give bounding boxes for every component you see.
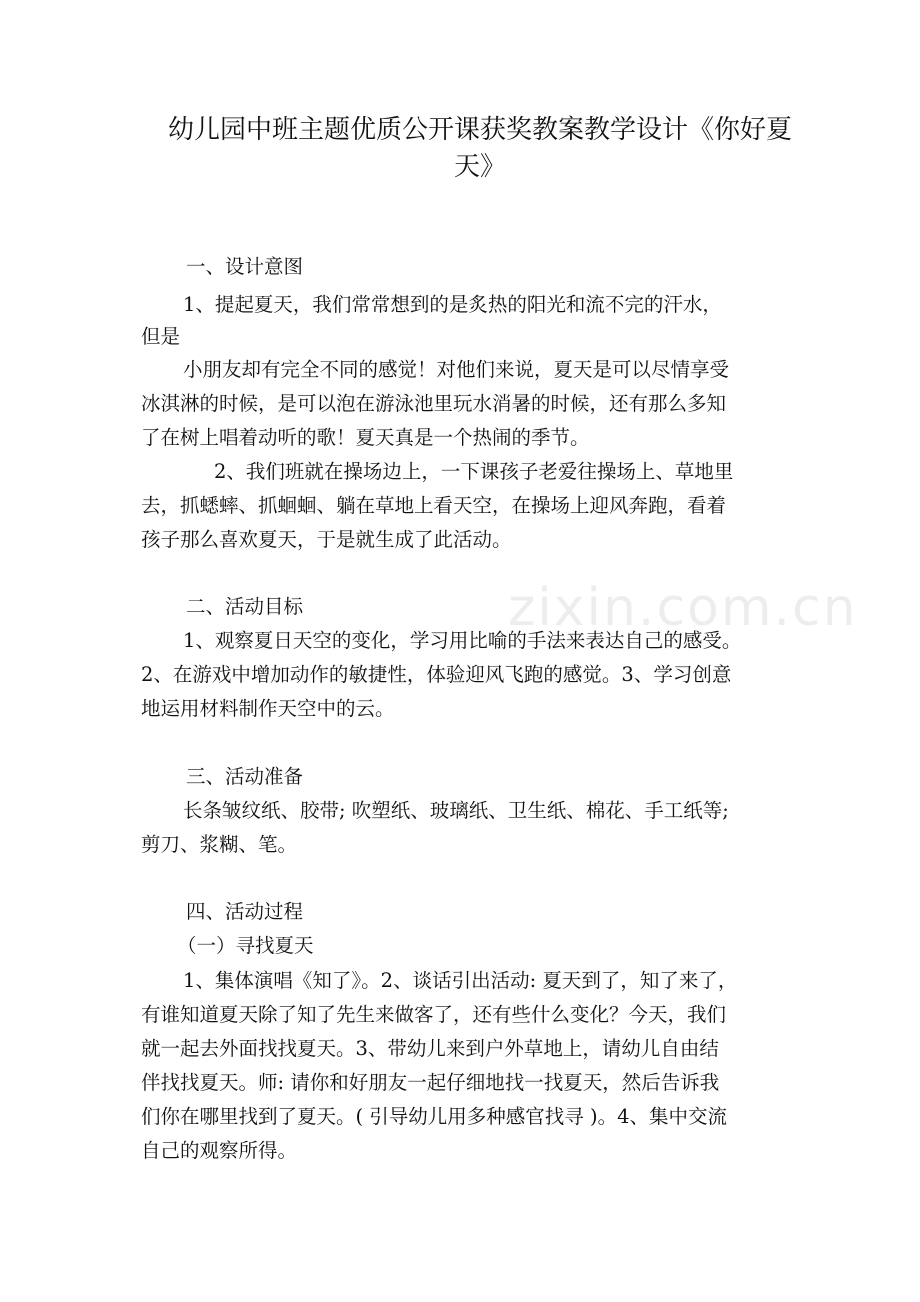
document-title: 幼儿园中班主题优质公开课获奖教案教学设计《你好夏天》	[167, 115, 792, 182]
paragraph-line: 小朋友却有完全不同的感觉！对他们来说，夏天是可以尽情享受	[183, 358, 730, 381]
paragraph-line: 2、我们班就在操场边上，一下课孩子老爱往操场上、草地里	[214, 460, 734, 483]
paragraph-line: 们你在哪里找到了夏天。( 引导幼儿用多种感官找寻 )。4、集中交流	[141, 1105, 728, 1128]
section-heading: 一、设计意图	[186, 255, 304, 278]
paragraph-line: 长条皱纹纸、胶带; 吹塑纸、玻璃纸、卫生纸、棉花、手工纸等;	[183, 799, 729, 822]
paragraph-line: 剪刀、浆糊、笔。	[141, 833, 298, 856]
paragraph-line: 冰淇淋的时候，是可以泡在游泳池里玩水消暑的时候，还有那么多知	[141, 392, 727, 415]
paragraph-line: 孩子那么喜欢夏天，于是就生成了此活动。	[141, 528, 512, 551]
paragraph-line: 自己的观察所得。	[141, 1139, 298, 1162]
paragraph-line: 2、在游戏中增加动作的敏捷性，体验迎风飞跑的感觉。3、学习创意	[141, 663, 732, 686]
section-subheading: （一）寻找夏天	[177, 934, 314, 957]
section-heading: 三、活动准备	[186, 765, 304, 788]
watermark: zixin.com.cn	[508, 578, 858, 638]
paragraph-line: 1、提起夏天，我们常常想到的是炙热的阳光和流不完的汗水，	[183, 293, 722, 316]
paragraph-line: 地运用材料制作天空中的云。	[141, 697, 395, 720]
paragraph-line: 但是	[141, 325, 181, 348]
paragraph-line: 有谁知道夏天除了知了先生来做客了，还有些什么变化？今天，我们	[141, 1003, 727, 1026]
paragraph-line: 去，抓蟋蟀、抓蛔蛔、躺在草地上看天空，在操场上迎风奔跑，看着	[141, 494, 727, 517]
paragraph-line: 伴找找夏天。师: 请你和好朋友一起仔细地找一找夏天，然后告诉我	[141, 1071, 720, 1094]
section-heading: 四、活动过程	[186, 900, 304, 923]
paragraph-line: 就一起去外面找找夏天。3、带幼儿来到户外草地上，请幼儿自由结	[141, 1037, 719, 1060]
paragraph-line: 1、集体演唱《知了》。2、谈话引出活动: 夏天到了，知了来了，	[183, 969, 738, 992]
section-heading: 二、活动目标	[186, 595, 304, 618]
paragraph-line: 1、观察夏日天空的变化，学习用比喻的手法来表达自己的感受。	[183, 629, 742, 652]
paragraph-line: 了在树上唱着动听的歌！夏天真是一个热闹的季节。	[141, 426, 590, 449]
